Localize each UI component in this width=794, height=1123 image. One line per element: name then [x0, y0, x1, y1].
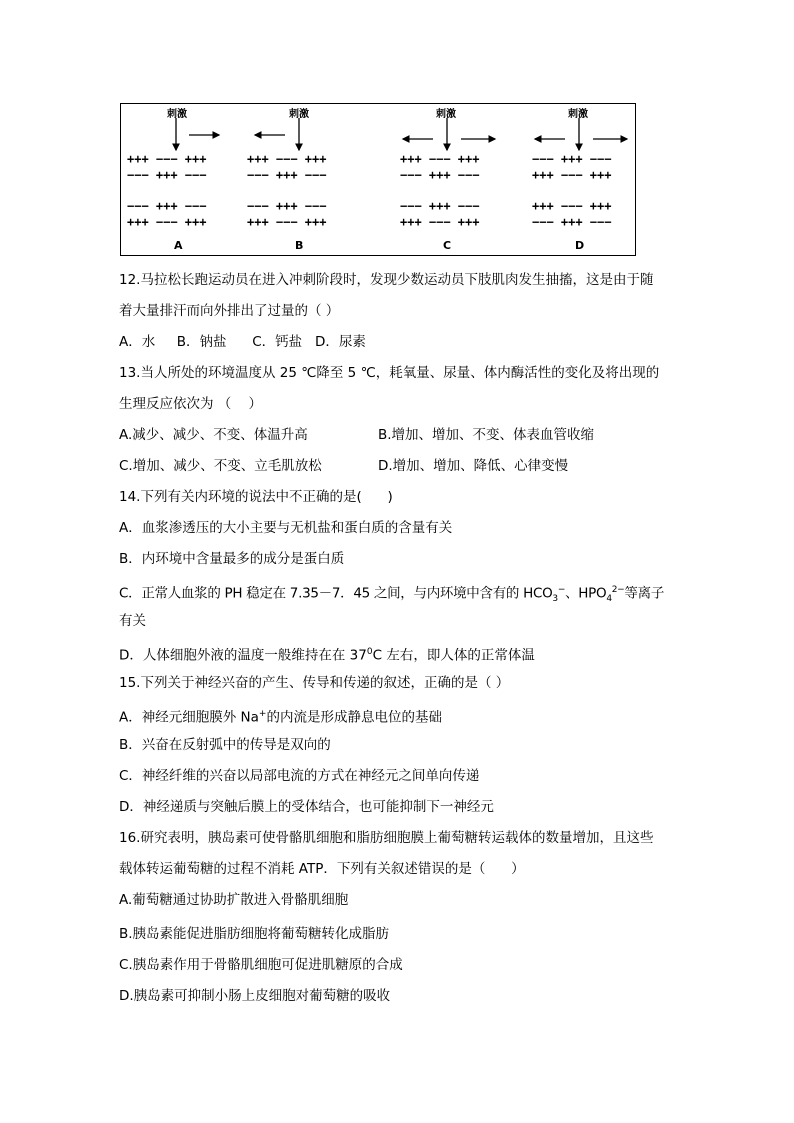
charge-row: −−− +++ −−− [127, 199, 207, 213]
q15-option-a-post: 的内流是形成静息电位的基础 [266, 709, 442, 726]
q15-option-a-pre: A．神经元细胞膜外 Na [119, 709, 259, 726]
panel-label-d: D [575, 239, 585, 252]
q12-stem-line2: 着大量排汗而向外排出了过量的（ ） [119, 303, 340, 319]
charge-row: −−− +++ −−− [532, 152, 612, 166]
q13-stem-line2: 生理反应依次为 （ ） [119, 396, 262, 412]
q14-option-c [119, 580, 679, 609]
panel-a [127, 104, 237, 257]
stimulus-label: 刺激 [289, 109, 309, 120]
q13-option-d: D.增加、增加、降低、心律变慢 [378, 458, 569, 474]
q15-option-b: B．兴奋在反射弧中的传导是双向的 [119, 737, 331, 753]
charge-row: +++ −−− +++ [247, 152, 327, 166]
charge-row: −−− +++ −−− [127, 168, 207, 182]
q14-stem: 14.下列有关内环境的说法中不正确的是( ) [119, 489, 393, 505]
q14-option-c-sub1: 3 [552, 594, 558, 605]
q14-option-b: B．内环境中含量最多的成分是蛋白质 [119, 551, 345, 567]
charge-row: −−− +++ −−− [400, 168, 480, 182]
q14-option-c-sup2: 2− [611, 585, 625, 595]
q13-option-a: A.减少、减少、不变、体温升高 [119, 427, 308, 443]
panel-label-c: C [443, 239, 452, 252]
stimulus-label: 刺激 [167, 109, 187, 120]
charge-row: +++ −−− +++ [247, 215, 327, 229]
charge-row: −−− +++ −−− [247, 199, 327, 213]
charge-row: +++ −−− +++ [400, 152, 480, 166]
q13-option-c: C.增加、减少、不变、立毛肌放松 [119, 458, 322, 474]
q15-option-c: C．神经纤维的兴奋以局部电流的方式在神经元之间单向传递 [119, 768, 480, 784]
q14-option-d-pre: D．人体细胞外液的温度一般维持在在 37 [119, 647, 367, 664]
q15-option-a-sup: + [258, 709, 267, 719]
charge-row: −−− +++ −−− [247, 168, 327, 182]
charge-row: −−− +++ −−− [400, 199, 480, 213]
q12-stem-line1: 12.马拉松长跑运动员在进入冲刺阶段时，发现少数运动员下肢肌肉发生抽搐，这是由于随 [119, 272, 654, 288]
charge-row: +++ −−− +++ [532, 199, 612, 213]
q14-option-d-post: C 左右，即人体的正常体温 [372, 647, 535, 664]
q14-option-c-pre: C．正常人血浆的 PH 稳定在 7.35－7．45 之间，与内环境中含有的 HCO [119, 585, 553, 602]
q15-option-a [119, 704, 679, 728]
charge-row: +++ −−− +++ [127, 152, 207, 166]
q14-option-d-sup: 0 [366, 647, 373, 657]
q15-option-d: D．神经递质与突触后膜上的受体结合，也可能抑制下一神经元 [119, 799, 494, 815]
q16-option-d: D.胰岛素可抑制小肠上皮细胞对葡萄糖的吸收 [119, 988, 391, 1004]
q14-option-c-sub2: 4 [606, 594, 612, 605]
q14-option-c-mid: 、HPO [565, 585, 607, 602]
q16-stem-line1: 16.研究表明，胰岛素可使骨骼肌细胞和脂肪细胞膜上葡萄糖转运载体的数量增加，且这些 [119, 830, 654, 846]
q14-option-c-cont: 有关 [119, 613, 146, 629]
panel-c [400, 104, 510, 257]
panel-d [532, 104, 642, 257]
q16-stem-line2: 载体转运葡萄糖的过程不消耗 ATP．下列有关叙述错误的是（ ） [119, 861, 525, 877]
q14-option-c-post: 等离子 [624, 585, 665, 602]
q14-option-a: A．血浆渗透压的大小主要与无机盐和蛋白质的含量有关 [119, 520, 453, 536]
q12-options: A．水 B．钠盐 C．钙盐 D．尿素 [119, 334, 366, 350]
charge-row: +++ −−− +++ [400, 215, 480, 229]
stimulus-label: 刺激 [436, 109, 456, 120]
q13-option-b: B.增加、增加、不变、体表血管收缩 [378, 427, 595, 443]
charge-row: +++ −−− +++ [127, 215, 207, 229]
q15-stem: 15.下列关于神经兴奋的产生、传导和传递的叙述，正确的是（ ） [119, 675, 510, 691]
q14-option-c-sup1: − [557, 585, 566, 595]
charge-row: −−− +++ −−− [532, 215, 612, 229]
panel-label-a: A [174, 239, 183, 252]
charge-row: +++ −−− +++ [532, 168, 612, 182]
q14-option-d [119, 642, 679, 666]
stimulus-label: 刺激 [568, 109, 588, 120]
q16-option-c: C.胰岛素作用于骨骼肌细胞可促进肌糖原的合成 [119, 957, 403, 973]
q13-stem-line1: 13.当人所处的环境温度从 25 ℃降至 5 ℃，耗氧量、尿量、体内酶活性的变化及将出现的 [119, 365, 660, 381]
q16-option-a: A.葡萄糖通过协助扩散进入骨骼肌细胞 [119, 892, 349, 908]
panel-label-b: B [295, 239, 304, 252]
panel-b [247, 104, 357, 257]
nerve-impulse-figure [120, 103, 636, 256]
q16-option-b: B.胰岛素能促进脂肪细胞将葡萄糖转化成脂肪 [119, 926, 390, 942]
